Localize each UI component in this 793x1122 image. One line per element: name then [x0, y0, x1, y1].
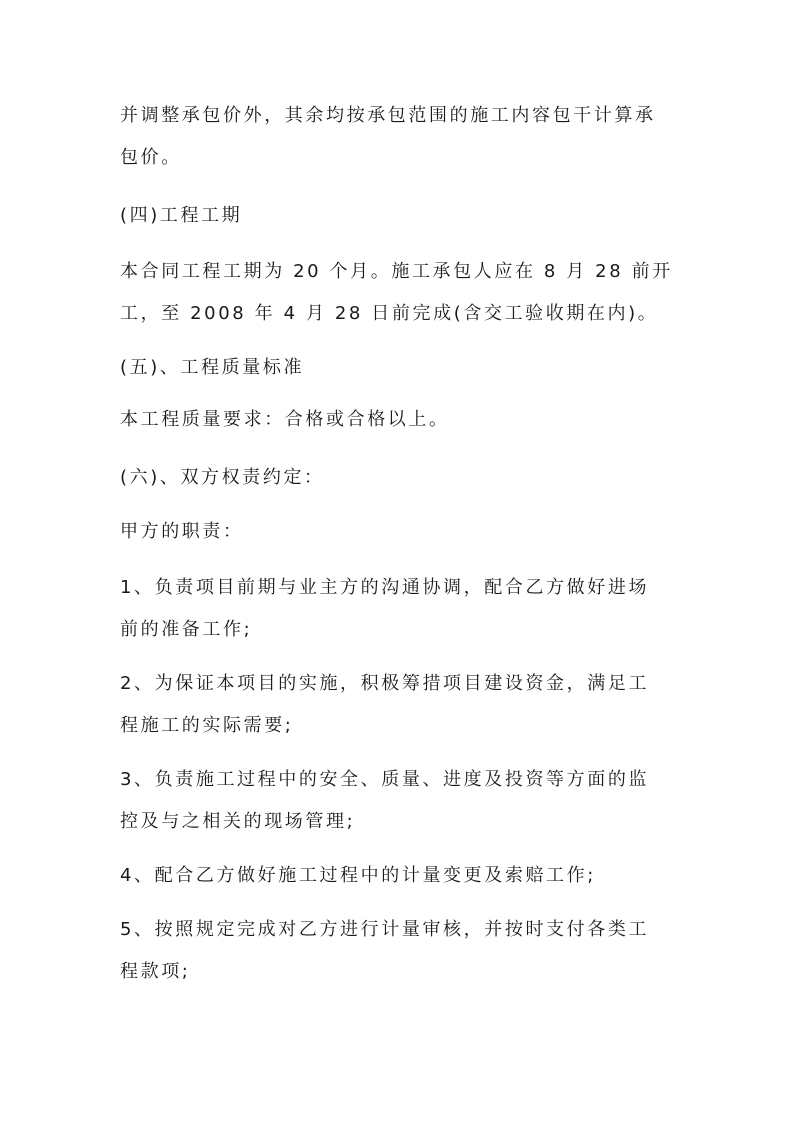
list-item-5-line-1: 5、按照规定完成对乙方进行计量审核，并按时支付各类工: [120, 919, 650, 940]
list-item-4-line-1: 4、配合乙方做好施工过程中的计量变更及索赔工作;: [120, 865, 596, 886]
list-item-2-line-2: 程施工的实际需要;: [120, 715, 294, 736]
section-heading-5: (五)、工程质量标准: [120, 357, 305, 378]
list-item-1-line-1: 1、负责项目前期与业主方的沟通协调，配合乙方做好进场: [120, 577, 650, 598]
list-item-5-line-2: 程款项;: [120, 961, 191, 982]
section-heading-6: (六)、双方权责约定：: [120, 467, 325, 488]
party-a-heading: 甲方的职责：: [120, 521, 244, 542]
list-item-3-line-1: 3、负责施工过程中的安全、质量、进度及投资等方面的监: [120, 769, 650, 790]
list-item-3-line-2: 控及与之相关的现场管理;: [120, 811, 356, 832]
paragraph-line-5: 本工程质量要求：合格或合格以上。: [120, 409, 450, 430]
section-heading-4: (四)工程工期: [120, 205, 243, 226]
paragraph-line-1: 并调整承包价外，其余均按承包范围的施工内容包干计算承: [120, 105, 656, 126]
paragraph-line-4: 工，至 2008 年 4 月 28 日前完成(含交工验收期在内)。: [120, 303, 659, 324]
list-item-2-line-1: 2、为保证本项目的实施，积极筹措项目建设资金，满足工: [120, 673, 650, 694]
paragraph-line-2: 包价。: [120, 147, 182, 168]
list-item-1-line-2: 前的准备工作;: [120, 619, 253, 640]
paragraph-line-3: 本合同工程工期为 20 个月。施工承包人应在 8 月 28 前开: [120, 261, 673, 282]
